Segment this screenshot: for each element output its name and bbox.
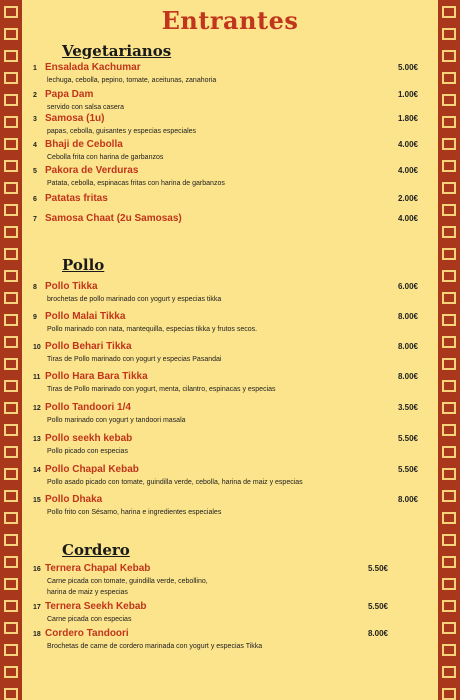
item-name: Pollo seekh kebab <box>45 433 133 444</box>
border-square <box>442 160 456 172</box>
item-number: 9 <box>33 314 37 321</box>
border-square <box>442 622 456 634</box>
item-number: 5 <box>33 168 37 175</box>
page-title: Entrantes <box>161 6 299 35</box>
item-price: 8.00€ <box>397 312 418 321</box>
border-square <box>4 358 18 370</box>
border-square <box>4 556 18 568</box>
item-price: 4.00€ <box>397 140 418 149</box>
border-square <box>442 380 456 392</box>
item-name: Samosa (1u) <box>45 113 105 124</box>
border-square <box>442 248 456 260</box>
border-square <box>442 468 456 480</box>
item-price: 3.50€ <box>397 403 418 412</box>
item-name: Pollo Tikka <box>45 281 98 292</box>
border-square <box>4 160 18 172</box>
item-name: Pollo Chapal Kebab <box>45 464 139 475</box>
item-name: Ternera Chapal Kebab <box>45 563 151 574</box>
item-description: servido con salsa casera <box>47 104 125 111</box>
border-square <box>4 490 18 502</box>
item-price: 2.00€ <box>397 194 418 203</box>
item-price: 6.00€ <box>397 282 418 291</box>
border-square <box>4 336 18 348</box>
border-square <box>4 578 18 590</box>
border-square <box>442 402 456 414</box>
item-number: 17 <box>33 604 41 611</box>
item-number: 4 <box>33 142 37 149</box>
item-price: 5.50€ <box>367 602 388 611</box>
border-square <box>4 292 18 304</box>
border-square <box>442 688 456 700</box>
item-number: 11 <box>33 374 41 381</box>
border-square <box>4 512 18 524</box>
border-square <box>4 666 18 678</box>
item-description: papas, cebolla, guisantes y especias especiales <box>47 128 197 135</box>
section-title-pollo: Pollo <box>62 256 105 274</box>
item-description: brochetas de pollo marinado con yogurt y especias tikka <box>47 296 222 303</box>
item-price: 5.50€ <box>397 434 418 443</box>
item-name: Pollo Hara Bara Tikka <box>45 371 148 382</box>
border-square <box>442 292 456 304</box>
item-name: Patatas fritas <box>45 193 108 204</box>
border-square <box>4 138 18 150</box>
border-square <box>4 248 18 260</box>
item-number: 12 <box>33 405 41 412</box>
item-description: Carne picada con especias <box>47 616 132 623</box>
section-title-vegetarianos: Vegetarianos <box>62 42 172 60</box>
item-price: 8.00€ <box>397 372 418 381</box>
border-square <box>4 622 18 634</box>
item-name: Pollo Malai Tikka <box>45 311 126 322</box>
border-square <box>4 314 18 326</box>
border-square <box>4 402 18 414</box>
border-square <box>4 72 18 84</box>
border-square <box>442 556 456 568</box>
border-square <box>442 182 456 194</box>
item-name: Bhaji de Cebolla <box>45 139 123 150</box>
item-description: Tiras de Pollo marinado con yogurt, menta, cilantro, espinacas y especias <box>47 386 276 393</box>
border-square <box>4 688 18 700</box>
border-square <box>442 204 456 216</box>
item-price: 5.50€ <box>367 564 388 573</box>
item-name: Pakora de Verduras <box>45 165 139 176</box>
border-square <box>442 424 456 436</box>
item-price: 4.00€ <box>397 214 418 223</box>
border-square <box>442 116 456 128</box>
item-name: Pollo Tandoori 1/4 <box>45 402 131 413</box>
left-decorative-border <box>0 0 22 700</box>
item-name: Samosa Chaat (2u Samosas) <box>45 213 182 224</box>
item-description: Brochetas de carne de cordero marinada con yogurt y especias Tikka <box>47 643 263 650</box>
item-description: Pollo picado con especias <box>47 448 128 455</box>
border-square <box>442 226 456 238</box>
item-price: 8.00€ <box>367 629 388 638</box>
item-description: lechuga, cebolla, pepino, tomate, aceitunas, zanahoria <box>47 77 217 84</box>
item-name: Cordero Tandoori <box>45 628 129 639</box>
border-square <box>442 336 456 348</box>
item-price: 8.00€ <box>397 495 418 504</box>
item-number: 10 <box>33 344 41 351</box>
border-square <box>442 270 456 282</box>
item-number: 8 <box>33 284 37 291</box>
item-price: 4.00€ <box>397 166 418 175</box>
item-price: 1.80€ <box>397 114 418 123</box>
item-description: Carne picada con tomate, guindilla verde, cebollino, harina de maiz y especias <box>47 578 208 596</box>
item-number: 3 <box>33 116 37 123</box>
item-number: 1 <box>33 65 37 72</box>
border-square <box>442 50 456 62</box>
border-square <box>442 512 456 524</box>
item-name: Ensalada Kachumar <box>45 62 141 73</box>
item-number: 7 <box>33 216 37 223</box>
item-number: 18 <box>33 631 41 638</box>
border-square <box>4 644 18 656</box>
border-square <box>4 600 18 612</box>
border-square <box>4 534 18 546</box>
section-title-cordero: Cordero <box>62 541 130 559</box>
item-description: Pollo marinado con nata, mantequilla, especias tikka y frutos secos. <box>47 326 258 333</box>
border-square <box>442 446 456 458</box>
border-square <box>442 578 456 590</box>
item-number: 2 <box>33 92 37 99</box>
item-description: Pollo frito con Sésamo, harina e ingredientes especiales <box>47 509 222 516</box>
item-name: Pollo Dhaka <box>45 494 103 505</box>
border-square <box>442 490 456 502</box>
border-square <box>442 72 456 84</box>
border-square <box>442 600 456 612</box>
border-square <box>4 226 18 238</box>
item-price: 5.00€ <box>397 63 418 72</box>
item-number: 13 <box>33 436 41 443</box>
border-square <box>442 94 456 106</box>
item-number: 16 <box>33 566 41 573</box>
border-square <box>442 358 456 370</box>
border-square <box>442 644 456 656</box>
border-square <box>4 116 18 128</box>
item-price: 1.00€ <box>397 90 418 99</box>
item-price: 5.50€ <box>397 465 418 474</box>
border-square <box>442 314 456 326</box>
item-name: Ternera Seekh Kebab <box>45 601 147 612</box>
border-square <box>4 446 18 458</box>
item-number: 14 <box>33 467 41 474</box>
border-square <box>4 270 18 282</box>
border-square <box>4 424 18 436</box>
item-number: 15 <box>33 497 41 504</box>
border-square <box>442 138 456 150</box>
item-description: Pollo asado picado con tomate, guindilla verde, cebolla, harina de maiz y especias <box>47 479 303 486</box>
border-square <box>4 94 18 106</box>
right-decorative-border <box>438 0 460 700</box>
item-number: 6 <box>33 196 37 203</box>
border-square <box>442 666 456 678</box>
border-square <box>4 182 18 194</box>
item-name: Pollo Behari Tikka <box>45 341 132 352</box>
border-square <box>442 534 456 546</box>
border-square <box>4 50 18 62</box>
item-description: Cebolla frita con harina de garbanzos <box>47 154 164 161</box>
item-name: Papa Dam <box>45 89 94 100</box>
border-square <box>4 380 18 392</box>
item-description: Pollo marinado con yogurt y tandoori masala <box>47 417 186 424</box>
item-price: 8.00€ <box>397 342 418 351</box>
border-square <box>4 204 18 216</box>
border-square <box>4 468 18 480</box>
item-description: Patata, cebolla, espinacas fritas con harina de garbanzos <box>47 180 225 187</box>
item-description: Tiras de Pollo marinado con yogurt y especias Pasandai <box>47 356 222 363</box>
